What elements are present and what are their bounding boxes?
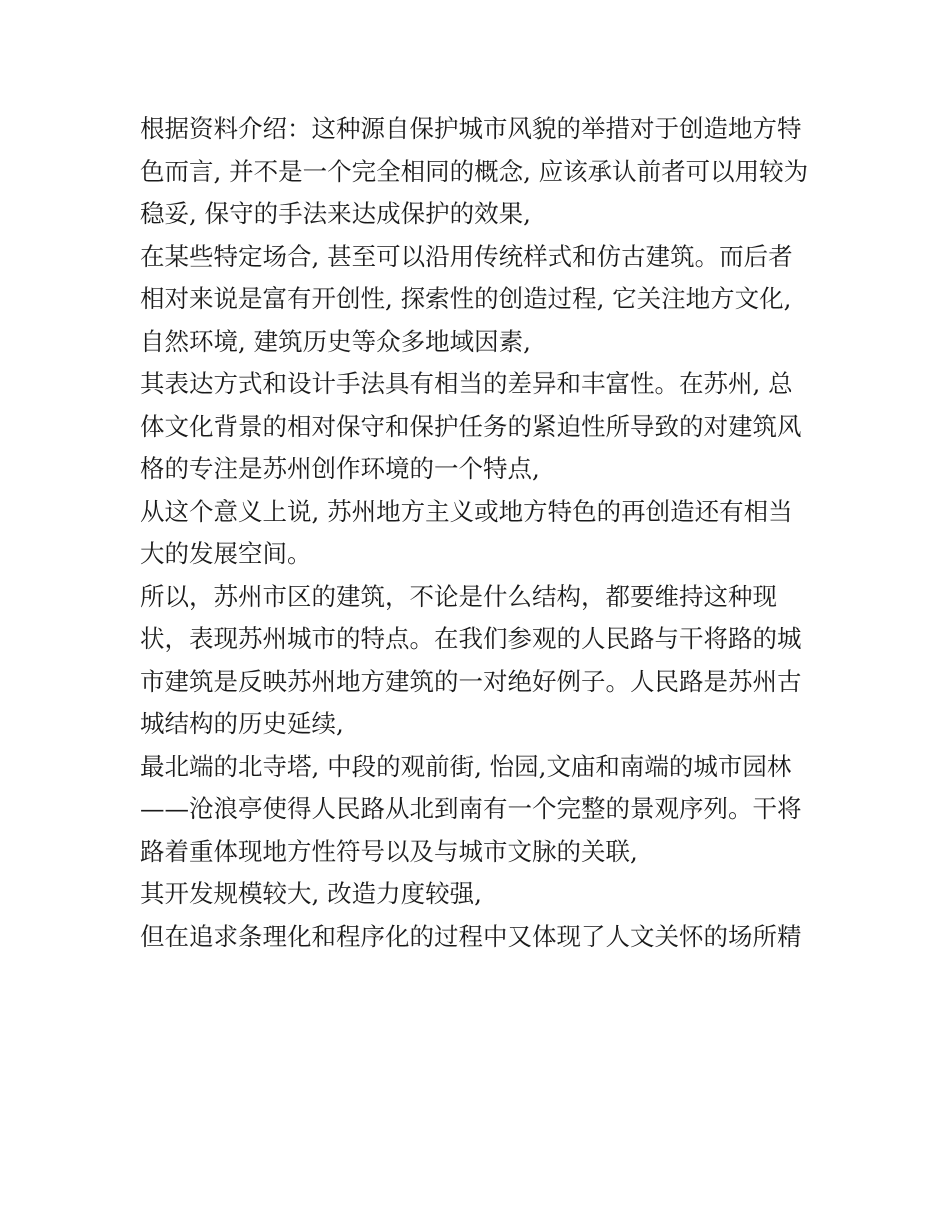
text-line-1: 根据资料介绍：这种源自保护城市风貌的举措对于创造地方特 bbox=[140, 114, 802, 143]
text-line-8: 体文化背景的相对保守和保护任务的紧迫性所导致的对建筑风 bbox=[140, 411, 802, 441]
text-line-3: 稳妥, 保守的手法来达成保护的效果, bbox=[140, 199, 531, 228]
text-line-20: 但在追求条理化和程序化的过程中又体现了人文关怀的场所精 bbox=[140, 921, 802, 951]
text-line-19: 其开发规模较大, 改造力度较强, bbox=[140, 879, 482, 908]
text-line-13: 状，表现苏州城市的特点。在我们参观的人民路与干将路的城 bbox=[140, 624, 802, 653]
text-line-2: 色而言, 并不是一个完全相同的概念, 应该承认前者可以用较为 bbox=[140, 156, 809, 186]
text-line-17: ——沧浪亭使得人民路从北到南有一个完整的景观序列。干将 bbox=[140, 794, 802, 823]
text-line-11: 大的发展空间。 bbox=[140, 539, 312, 568]
text-line-12: 所以，苏州市区的建筑，不论是什么结构，都要维持这种现 bbox=[140, 581, 777, 611]
text-line-15: 城结构的历史延续, bbox=[140, 709, 344, 738]
text-line-5: 相对来说是富有开创性, 探索性的创造过程, 它关注地方文化, bbox=[140, 284, 792, 313]
text-line-16: 最北端的北寺塔, 中段的观前街, 怡园,文庙和南端的城市园林 bbox=[140, 751, 792, 781]
text-line-4: 在某些特定场合, 甚至可以沿用传统样式和仿古建筑。而后者 bbox=[140, 241, 793, 271]
body-text bbox=[140, 108, 840, 958]
text-line-7: 其表达方式和设计手法具有相当的差异和丰富性。在苏州, 总 bbox=[140, 369, 793, 398]
text-line-6: 自然环境, 建筑历史等众多地域因素, bbox=[140, 326, 531, 356]
text-line-9: 格的专注是苏州创作环境的一个特点, bbox=[140, 454, 540, 483]
text-line-18: 路着重体现地方性符号以及与城市文脉的关联, bbox=[140, 836, 638, 866]
text-line-10: 从这个意义上说, 苏州地方主义或地方特色的再创造还有相当 bbox=[140, 496, 793, 526]
text-line-14: 市建筑是反映苏州地方建筑的一对绝好例子。人民路是苏州古 bbox=[140, 666, 802, 696]
